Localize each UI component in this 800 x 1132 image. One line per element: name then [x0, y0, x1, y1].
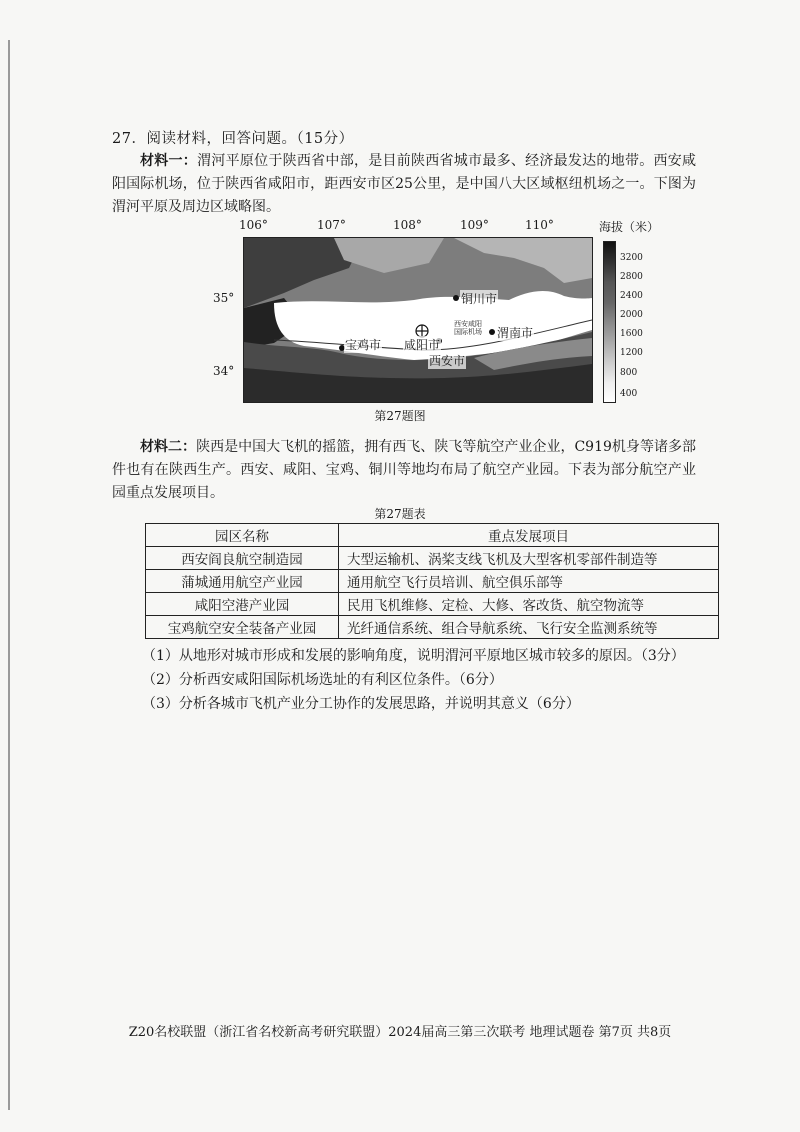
projects-cell: 大型运输机、涡桨支线飞机及大型客机零部件制造等 [339, 547, 719, 570]
map-frame [243, 237, 593, 403]
city-xianyang: 咸阳市 [404, 338, 441, 352]
lat-label-34: 34° [213, 364, 235, 378]
material-two-lead: 材料二： [140, 439, 197, 455]
lon-label-108: 108° [393, 218, 422, 232]
airport-label-line2: 国际机场 [454, 328, 482, 336]
city-tongchuan: 铜川市 [461, 292, 498, 306]
industrial-park-table [145, 523, 719, 639]
lon-label-109: 109° [460, 218, 489, 232]
projects-cell: 光纤通信系统、组合导航系统、飞行安全监测系统等 [339, 616, 719, 639]
table-header-row [146, 524, 719, 547]
park-name-cell: 蒲城通用航空产业园 [146, 570, 339, 593]
lat-label-35: 35° [213, 291, 235, 305]
material-one-text: 渭河平原位于陕西省中部，是目前陕西省城市最多、经济最发达的地带。西安咸阳国际机场，位于陕西省咸阳市，距西安市区25公里，是中国八大区域枢纽机场之一。下图为渭河平原及周边区域略图。 [112, 153, 697, 215]
projects-cell: 通用航空飞行员培训、航空俱乐部等 [339, 570, 719, 593]
legend-value: 1600 [620, 329, 643, 339]
legend-value: 2000 [620, 310, 643, 320]
lon-label-106: 106° [239, 218, 268, 232]
city-xian: 西安市 [429, 354, 466, 368]
table-caption: 第27题表 [374, 507, 426, 521]
terrain-map [205, 213, 660, 413]
sub-question-2: （2）分析西安咸阳国际机场选址的有利区位条件。（6分） [142, 672, 503, 688]
figure-caption: 第27题图 [374, 409, 426, 423]
park-name-cell: 咸阳空港产业园 [146, 593, 339, 616]
legend-title: 海拔（米） [599, 220, 660, 234]
projects-cell: 民用飞机维修、定检、大修、客改货、航空物流等 [339, 593, 719, 616]
city-baoji: 宝鸡市 [345, 338, 382, 352]
park-name-cell: 西安阎良航空制造园 [146, 547, 339, 570]
legend-value: 2800 [620, 272, 643, 282]
lon-label-110: 110° [525, 218, 554, 232]
page-footer: Z20名校联盟（浙江省名校新高考研究联盟）2024届高三第三次联考 地理试题卷 第7页 共8页 [128, 1025, 672, 1040]
column-header-projects: 重点发展项目 [339, 524, 719, 547]
table-row [146, 616, 719, 639]
sub-question-1: （1）从地形对城市形成和发展的影响角度，说明渭河平原地区城市较多的原因。（3分） [142, 648, 685, 664]
legend-value: 3200 [620, 253, 643, 263]
material-one [112, 150, 696, 219]
column-header-park: 园区名称 [146, 524, 339, 547]
legend-value: 2400 [620, 291, 643, 301]
sub-question-3: （3）分析各城市飞机产业分工协作的发展思路，并说明其意义（6分） [142, 696, 580, 712]
table-row [146, 593, 719, 616]
city-weinan: 渭南市 [497, 326, 534, 340]
legend-value: 1200 [620, 348, 643, 358]
park-name-cell: 宝鸡航空安全装备产业园 [146, 616, 339, 639]
material-one-lead: 材料一： [140, 153, 198, 169]
terrain-shading [244, 238, 592, 402]
table-row [146, 570, 719, 593]
page-edge-line [8, 40, 10, 1110]
airport-label-line1: 西安咸阳 [454, 320, 482, 328]
table-row [146, 547, 719, 570]
legend-value: 400 [620, 389, 638, 399]
question-title: 27．阅读材料，回答问题。（15分） [112, 131, 354, 147]
elevation-legend-bar [603, 241, 616, 403]
material-two [112, 436, 696, 505]
lon-label-107: 107° [317, 218, 346, 232]
material-two-text: 陕西是中国大飞机的摇篮，拥有西飞、陕飞等航空产业企业，C919机身等诸多部件也有在陕西生产。西安、咸阳、宝鸡、铜川等地均布局了航空产业园。下表为部分航空产业园重点发展项目。 [112, 439, 696, 501]
legend-value: 800 [620, 368, 638, 378]
